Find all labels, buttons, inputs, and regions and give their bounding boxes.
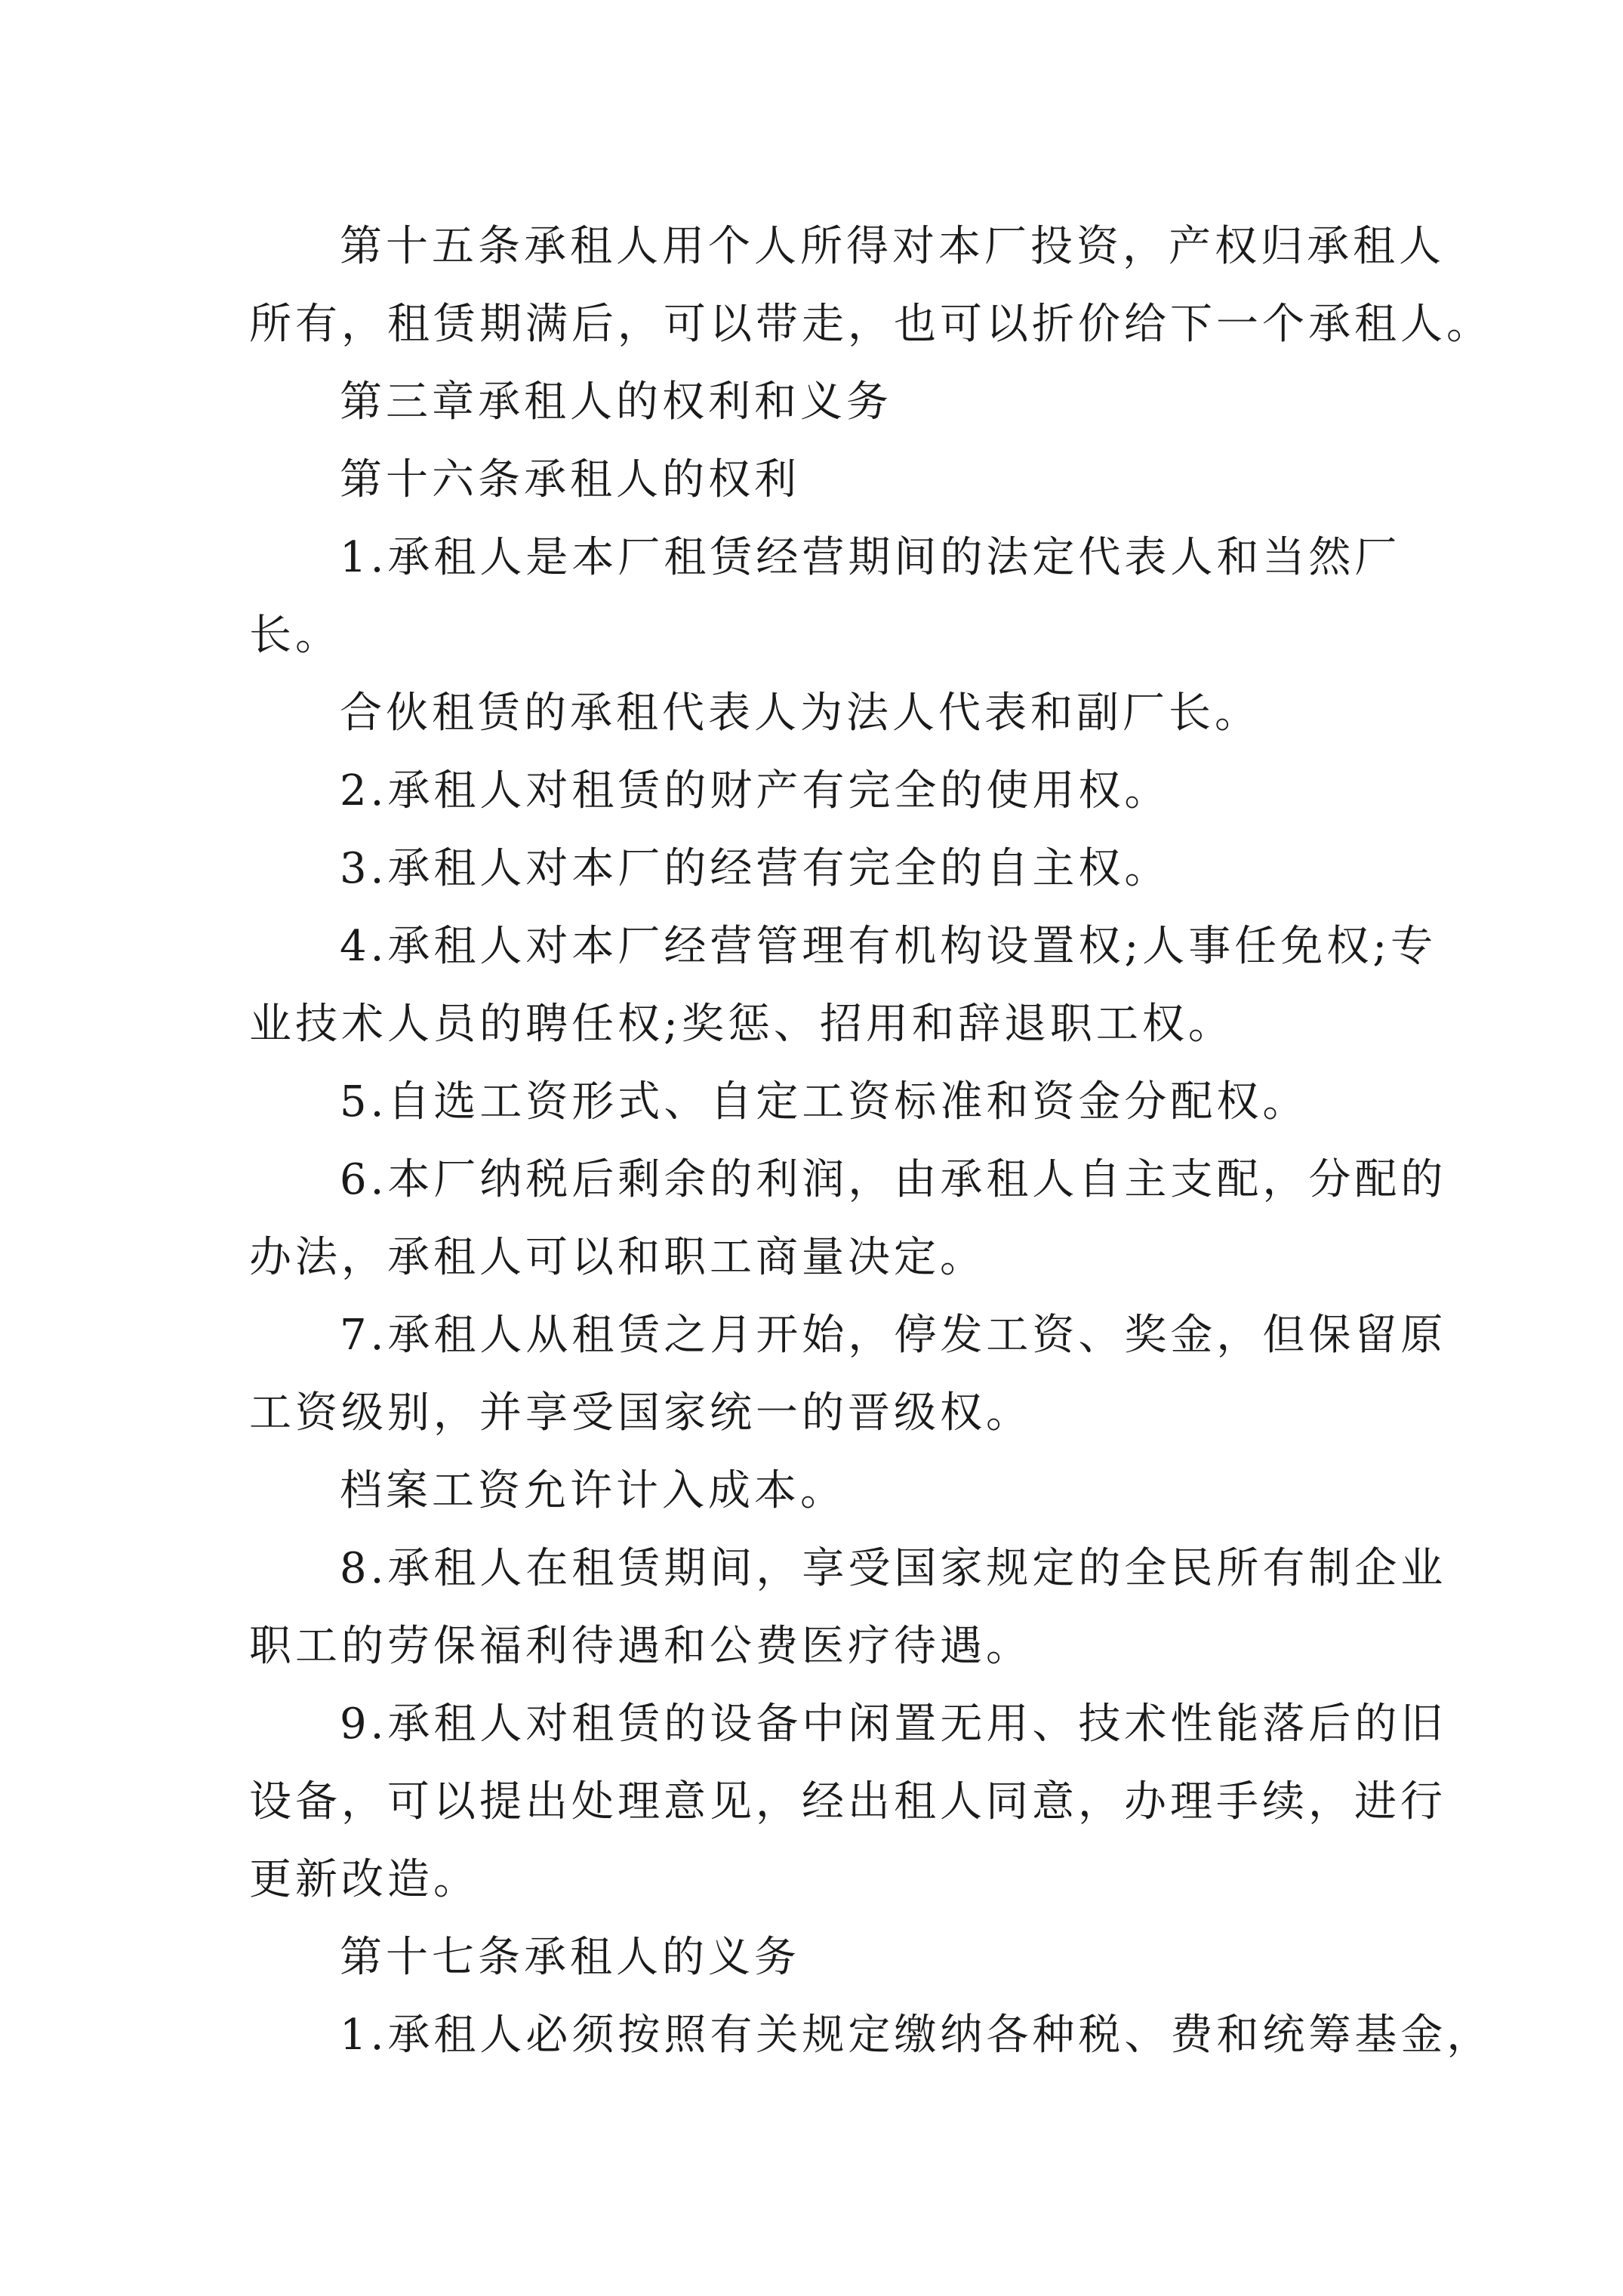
text-line: 6.本厂纳税后剩余的利润，由承租人自主支配，分配的 (340, 1155, 1447, 1204)
text-line: 工资级别，并享受国家统一的晋级权。 (249, 1388, 1032, 1438)
text-line: 档案工资允许计入成本。 (340, 1466, 846, 1515)
section-heading: 第三章承租人的权利和义务 (340, 378, 892, 427)
text-line: 办法，承租人可以和职工商量决定。 (249, 1233, 986, 1282)
article-heading: 第十六条承租人的权利 (340, 455, 800, 504)
text-line: 职工的劳保福利待遇和公费医疗待遇。 (249, 1622, 1032, 1671)
text-line: 更新改造。 (249, 1855, 479, 1904)
text-line: 2.承租人对租赁的财产有完全的使用权。 (340, 766, 1171, 815)
text-line: 业技术人员的聘任权;奖惩、招用和辞退职工权。 (249, 1000, 1234, 1049)
text-line: 1.承租人是本厂租赁经营期间的法定代表人和当然厂 (340, 533, 1401, 582)
text-line: 合伙租赁的承租代表人为法人代表和副厂长。 (340, 689, 1261, 738)
text-line: 9.承租人对租赁的设备中闲置无用、技术性能落后的旧 (340, 1700, 1447, 1749)
article-heading: 第十七条承租人的义务 (340, 1933, 800, 1982)
text-line: 7.承租人从租赁之月开始，停发工资、奖金，但保留原 (340, 1311, 1447, 1360)
text-line: 3.承租人对本厂的经营有完全的自主权。 (340, 844, 1171, 893)
text-line: 1.承租人必须按照有关规定缴纳各种税、费和统筹基金， (340, 2011, 1493, 2060)
text-line: 长。 (249, 611, 341, 660)
text-line: 第十五条承租人用个人所得对本厂投资，产权归承租人 (340, 222, 1445, 271)
text-line: 5.自选工资形式、自定工资标准和资金分配权。 (340, 1077, 1309, 1126)
text-line: 8.承租人在租赁期间，享受国家规定的全民所有制企业 (340, 1544, 1447, 1593)
text-line: 所有，租赁期满后，可以带走，也可以折价给下一个承租人。 (249, 300, 1492, 349)
text-line: 设备，可以提出处理意见，经出租人同意，办理手续，进行 (249, 1777, 1446, 1826)
text-line: 4.承租人对本厂经营管理有机构设置权;人事任免权;专 (340, 922, 1437, 971)
